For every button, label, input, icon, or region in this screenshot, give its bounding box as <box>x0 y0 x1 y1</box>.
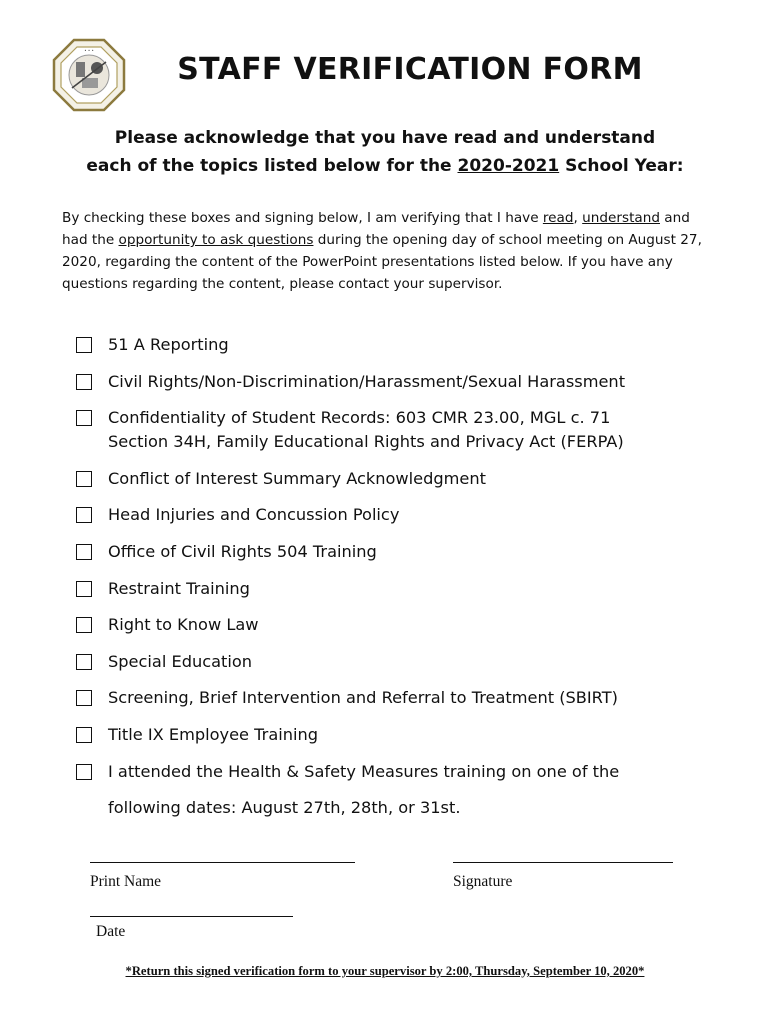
opportunity-emphasis: opportunity to ask questions <box>118 232 314 248</box>
checkbox[interactable] <box>76 654 92 670</box>
checkbox[interactable] <box>76 471 92 487</box>
date-label: Date <box>96 923 126 940</box>
checklist-item: Title IX Employee Training <box>74 723 714 747</box>
checklist-item: Confidentiality of Student Records: 603 CMR 23.00, MGL c. 71 Section 34H, Family Educational Rights and Privacy Act (FERPA) <box>74 406 714 454</box>
signature-line[interactable] <box>453 862 673 863</box>
checkbox[interactable] <box>76 727 92 743</box>
checkbox[interactable] <box>76 764 92 780</box>
checkbox[interactable] <box>76 374 92 390</box>
checklist-item: Restraint Training <box>74 577 714 601</box>
checklist-item: I attended the Health & Safety Measures training on one of the following dates: August 27th, 28th, or 31st. <box>74 754 714 826</box>
return-instructions: *Return this signed verification form to your supervisor by 2:00, Thursday, September 10, 2020* <box>125 964 645 978</box>
understand-emphasis: understand <box>582 210 660 226</box>
print-name-label: Print Name <box>90 873 162 890</box>
signature-label: Signature <box>453 873 513 890</box>
checklist-item: Head Injuries and Concussion Policy <box>74 503 714 527</box>
checkbox[interactable] <box>76 544 92 560</box>
acknowledgment-heading-line1: Please acknowledge that you have read and understand <box>114 128 656 148</box>
checkbox[interactable] <box>76 337 92 353</box>
acknowledgment-heading <box>40 124 730 180</box>
svg-text:• • •: • • • <box>84 48 94 53</box>
checklist-item: Right to Know Law <box>74 613 714 637</box>
checkbox[interactable] <box>76 617 92 633</box>
checklist-item: Civil Rights/Non-Discrimination/Harassment/Sexual Harassment <box>74 370 714 394</box>
date-line[interactable] <box>90 916 293 917</box>
read-emphasis: read <box>542 210 574 226</box>
checklist-item: Conflict of Interest Summary Acknowledgment <box>74 467 714 491</box>
checklist-item: Screening, Brief Intervention and Referral to Treatment (SBIRT) <box>74 686 714 710</box>
checkbox[interactable] <box>76 507 92 523</box>
checklist-item: Office of Civil Rights 504 Training <box>74 540 714 564</box>
checkbox[interactable] <box>76 690 92 706</box>
checkbox[interactable] <box>76 410 92 426</box>
checklist-item: 51 A Reporting <box>74 333 714 357</box>
page-title: STAFF VERIFICATION FORM <box>177 52 643 87</box>
acknowledgment-heading-line2: each of the topics listed below for the 2020-2021 School Year: <box>86 156 684 176</box>
intro-paragraph: By checking these boxes and signing below, I am verifying that I have read, understand and had the opportunity to ask questions during the opening day of school meeting on August 27, 2020, regarding the content of the PowerPoint presentations listed below. If you have any questions regarding the content, please contact your supervisor. <box>62 210 702 292</box>
topic-checklist <box>74 333 714 838</box>
school-seal-icon <box>52 38 126 112</box>
school-year: 2020-2021 <box>457 156 560 176</box>
checkbox[interactable] <box>76 581 92 597</box>
print-name-line[interactable] <box>90 862 355 863</box>
school-seal-logo <box>52 38 126 112</box>
checklist-item: Special Education <box>74 650 714 674</box>
